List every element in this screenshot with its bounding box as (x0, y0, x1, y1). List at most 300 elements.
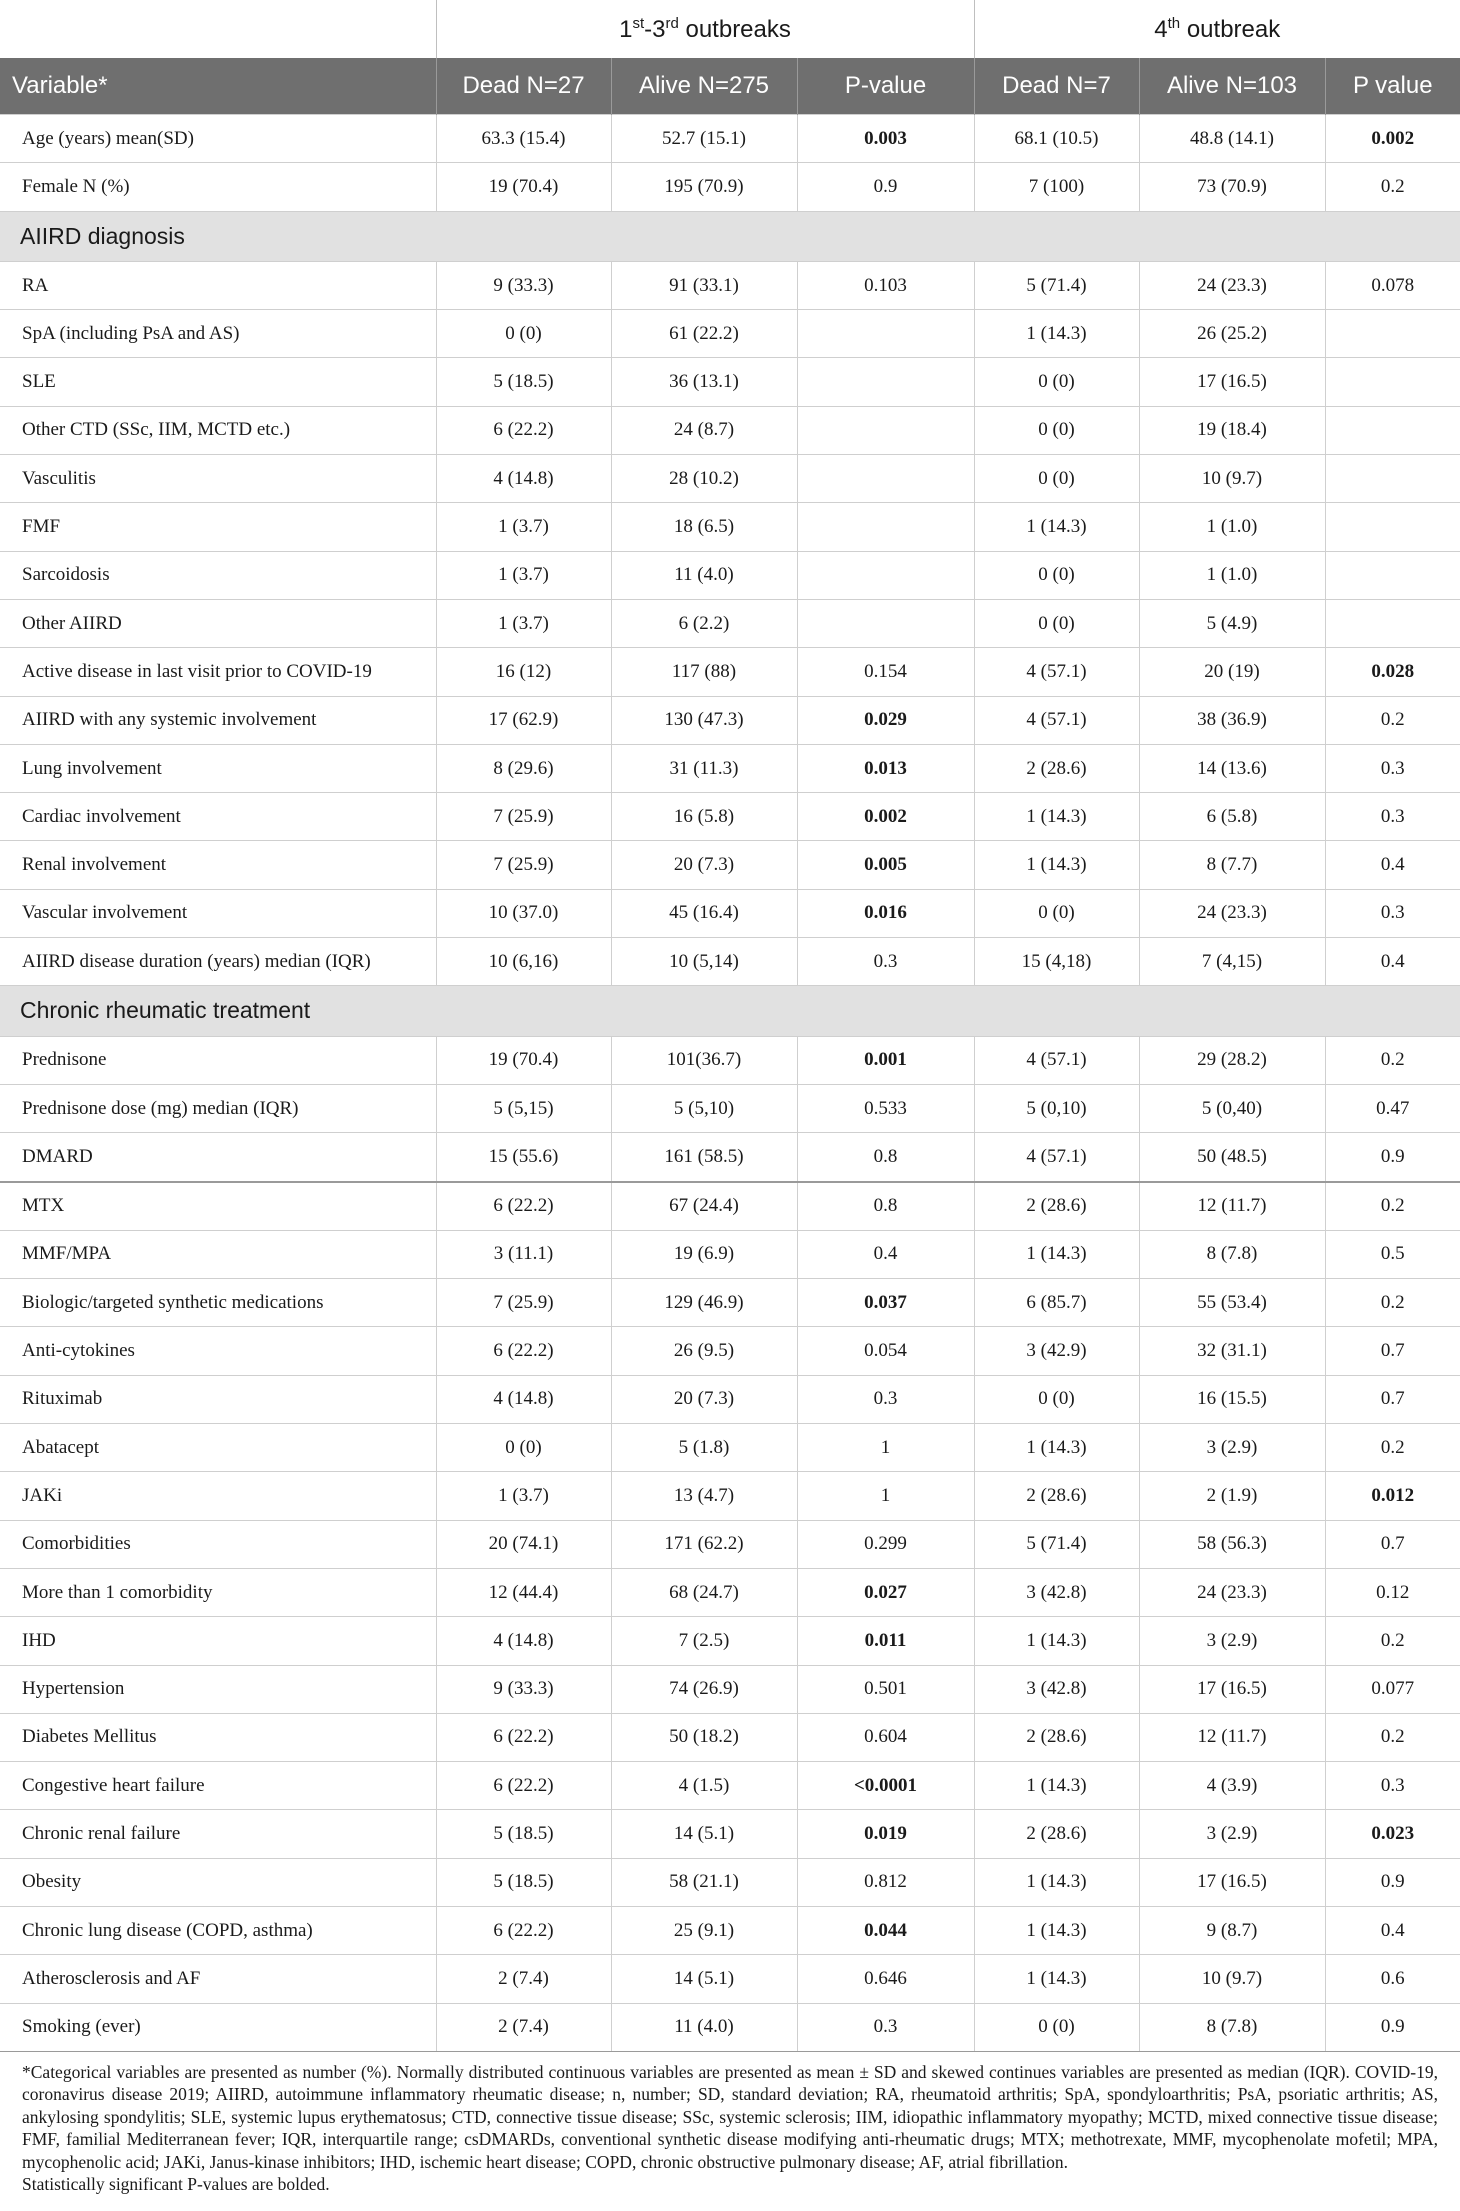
table-row (0, 1520, 1460, 1568)
cell-pvalue-2: 0.002 (1325, 115, 1460, 163)
cell-dead-2: 2 (28.6) (974, 1182, 1139, 1231)
cell-pvalue-1: 1 (797, 1424, 974, 1472)
cell-dead-1: 5 (18.5) (436, 358, 611, 406)
cell-dead-2: 0 (0) (974, 358, 1139, 406)
row-label: IHD (0, 1617, 436, 1665)
cell-pvalue-2: 0.012 (1325, 1472, 1460, 1520)
row-label: Age (years) mean(SD) (0, 115, 436, 163)
cell-alive-2: 3 (2.9) (1139, 1617, 1325, 1665)
cell-pvalue-1: 0.002 (797, 793, 974, 841)
table-row (0, 1084, 1460, 1132)
table-row (0, 1182, 1460, 1231)
cell-dead-2: 0 (0) (974, 551, 1139, 599)
table-row (0, 310, 1460, 358)
row-label: Hypertension (0, 1665, 436, 1713)
cell-dead-1: 17 (62.9) (436, 696, 611, 744)
cell-alive-1: 5 (1.8) (611, 1424, 797, 1472)
cell-pvalue-1 (797, 599, 974, 647)
cell-alive-1: 50 (18.2) (611, 1713, 797, 1761)
cell-pvalue-2 (1325, 406, 1460, 454)
cell-alive-2: 19 (18.4) (1139, 406, 1325, 454)
cell-pvalue-2: 0.47 (1325, 1084, 1460, 1132)
cell-dead-1: 6 (22.2) (436, 406, 611, 454)
cell-pvalue-1: 0.037 (797, 1279, 974, 1327)
cell-alive-1: 4 (1.5) (611, 1762, 797, 1810)
group-header-row (0, 0, 1460, 58)
cell-dead-2: 2 (28.6) (974, 1713, 1139, 1761)
cell-dead-1: 19 (70.4) (436, 1036, 611, 1084)
cell-dead-2: 1 (14.3) (974, 841, 1139, 889)
row-label: Biologic/targeted synthetic medications (0, 1279, 436, 1327)
cell-alive-2: 3 (2.9) (1139, 1424, 1325, 1472)
table-row (0, 1327, 1460, 1375)
row-label: SpA (including PsA and AS) (0, 310, 436, 358)
cell-dead-2: 3 (42.8) (974, 1665, 1139, 1713)
cell-alive-2: 38 (36.9) (1139, 696, 1325, 744)
cell-dead-1: 6 (22.2) (436, 1762, 611, 1810)
rows-treatment (0, 1036, 1460, 1181)
table-row (0, 1036, 1460, 1084)
cell-alive-2: 17 (16.5) (1139, 358, 1325, 406)
section-header-row (0, 211, 1460, 261)
cell-alive-2: 29 (28.2) (1139, 1036, 1325, 1084)
cell-pvalue-1 (797, 310, 974, 358)
row-label: Other CTD (SSc, IIM, MCTD etc.) (0, 406, 436, 454)
cell-pvalue-1: 0.646 (797, 1955, 974, 2003)
cell-dead-1: 5 (5,15) (436, 1084, 611, 1132)
cell-pvalue-1 (797, 358, 974, 406)
cell-alive-1: 11 (4.0) (611, 551, 797, 599)
cell-dead-1: 16 (12) (436, 648, 611, 696)
cell-pvalue-1 (797, 455, 974, 503)
column-header-variable: Variable* (0, 58, 436, 115)
cell-alive-2: 5 (4.9) (1139, 599, 1325, 647)
cell-pvalue-1: 0.029 (797, 696, 974, 744)
cell-dead-1: 9 (33.3) (436, 1665, 611, 1713)
cell-dead-1: 63.3 (15.4) (436, 115, 611, 163)
cell-dead-1: 7 (25.9) (436, 793, 611, 841)
cell-pvalue-1: 0.533 (797, 1084, 974, 1132)
cell-pvalue-2: 0.9 (1325, 1133, 1460, 1182)
cell-alive-1: 6 (2.2) (611, 599, 797, 647)
table-row (0, 599, 1460, 647)
group-header-outbreaks-1-3: 1st-3rd outbreaks (436, 0, 974, 58)
cell-dead-1: 0 (0) (436, 310, 611, 358)
table-row (0, 1906, 1460, 1954)
row-label: Obesity (0, 1858, 436, 1906)
cell-pvalue-1: 1 (797, 1472, 974, 1520)
cell-alive-1: 16 (5.8) (611, 793, 797, 841)
cell-alive-2: 2 (1.9) (1139, 1472, 1325, 1520)
table-row (0, 696, 1460, 744)
cell-alive-1: 25 (9.1) (611, 1906, 797, 1954)
cell-pvalue-2: 0.3 (1325, 793, 1460, 841)
column-header-pvalue-2: P value (1325, 58, 1460, 115)
cell-alive-2: 8 (7.8) (1139, 1230, 1325, 1278)
table-row (0, 793, 1460, 841)
cell-pvalue-2: 0.2 (1325, 1617, 1460, 1665)
table-row (0, 648, 1460, 696)
cell-dead-1: 2 (7.4) (436, 1955, 611, 2003)
column-header-pvalue-1: P-value (797, 58, 974, 115)
cell-alive-1: 129 (46.9) (611, 1279, 797, 1327)
section-treatment (0, 986, 1460, 1036)
cell-pvalue-2: 0.2 (1325, 163, 1460, 211)
cell-dead-2: 3 (42.8) (974, 1568, 1139, 1616)
cell-dead-2: 15 (4,18) (974, 938, 1139, 986)
cell-dead-2: 1 (14.3) (974, 1617, 1139, 1665)
cell-pvalue-2 (1325, 503, 1460, 551)
cell-dead-2: 1 (14.3) (974, 1906, 1139, 1954)
row-label: Other AIIRD (0, 599, 436, 647)
table-row (0, 744, 1460, 792)
row-label: SLE (0, 358, 436, 406)
cell-dead-1: 6 (22.2) (436, 1713, 611, 1761)
cell-alive-1: 52.7 (15.1) (611, 115, 797, 163)
cell-pvalue-1 (797, 551, 974, 599)
cell-alive-2: 8 (7.8) (1139, 2003, 1325, 2051)
row-label: DMARD (0, 1133, 436, 1182)
row-label: Atherosclerosis and AF (0, 1955, 436, 2003)
column-header-alive-2: Alive N=103 (1139, 58, 1325, 115)
cell-dead-2: 4 (57.1) (974, 1036, 1139, 1084)
cell-alive-1: 26 (9.5) (611, 1327, 797, 1375)
table-row (0, 938, 1460, 986)
section-header-row (0, 986, 1460, 1036)
cell-dead-1: 6 (22.2) (436, 1182, 611, 1231)
table-row (0, 1424, 1460, 1472)
cell-pvalue-1: 0.604 (797, 1713, 974, 1761)
section-aiird (0, 211, 1460, 261)
cell-alive-2: 1 (1.0) (1139, 551, 1325, 599)
cell-dead-1: 15 (55.6) (436, 1133, 611, 1182)
table-row (0, 1762, 1460, 1810)
cell-alive-2: 73 (70.9) (1139, 163, 1325, 211)
cell-alive-2: 48.8 (14.1) (1139, 115, 1325, 163)
cell-pvalue-2: 0.028 (1325, 648, 1460, 696)
table-row (0, 1713, 1460, 1761)
cell-dead-2: 5 (0,10) (974, 1084, 1139, 1132)
cell-pvalue-2: 0.12 (1325, 1568, 1460, 1616)
cell-dead-1: 2 (7.4) (436, 2003, 611, 2051)
column-header-dead-2: Dead N=7 (974, 58, 1139, 115)
cell-dead-2: 1 (14.3) (974, 1858, 1139, 1906)
row-label: Sarcoidosis (0, 551, 436, 599)
cell-pvalue-2: 0.2 (1325, 1424, 1460, 1472)
row-label: MMF/MPA (0, 1230, 436, 1278)
cell-alive-1: 13 (4.7) (611, 1472, 797, 1520)
cell-dead-1: 4 (14.8) (436, 1617, 611, 1665)
cell-dead-2: 1 (14.3) (974, 310, 1139, 358)
cell-alive-2: 32 (31.1) (1139, 1327, 1325, 1375)
cell-alive-1: 20 (7.3) (611, 1375, 797, 1423)
group-header-outbreak-4: 4th outbreak (974, 0, 1460, 58)
cell-pvalue-2 (1325, 455, 1460, 503)
cell-dead-1: 1 (3.7) (436, 551, 611, 599)
cell-pvalue-2: 0.2 (1325, 1279, 1460, 1327)
group-header-blank (0, 0, 436, 58)
row-label: AIIRD disease duration (years) median (IQR) (0, 938, 436, 986)
cell-pvalue-1: 0.103 (797, 261, 974, 309)
cell-alive-1: 117 (88) (611, 648, 797, 696)
row-label: Female N (%) (0, 163, 436, 211)
cell-dead-1: 10 (37.0) (436, 889, 611, 937)
cell-dead-2: 1 (14.3) (974, 1424, 1139, 1472)
row-label: RA (0, 261, 436, 309)
cell-alive-1: 28 (10.2) (611, 455, 797, 503)
cell-pvalue-1: 0.019 (797, 1810, 974, 1858)
cell-pvalue-2: 0.9 (1325, 1858, 1460, 1906)
cell-dead-1: 19 (70.4) (436, 163, 611, 211)
cell-pvalue-1: 0.044 (797, 1906, 974, 1954)
column-header-alive-1: Alive N=275 (611, 58, 797, 115)
row-label: Anti-cytokines (0, 1327, 436, 1375)
row-label: Vasculitis (0, 455, 436, 503)
cell-pvalue-1: 0.8 (797, 1182, 974, 1231)
cell-pvalue-2 (1325, 310, 1460, 358)
cell-alive-1: 195 (70.9) (611, 163, 797, 211)
cell-dead-1: 12 (44.4) (436, 1568, 611, 1616)
cell-pvalue-2: 0.7 (1325, 1520, 1460, 1568)
cell-dead-2: 0 (0) (974, 599, 1139, 647)
cell-dead-2: 1 (14.3) (974, 1762, 1139, 1810)
cell-alive-2: 50 (48.5) (1139, 1133, 1325, 1182)
cell-alive-1: 5 (5,10) (611, 1084, 797, 1132)
cell-alive-1: 20 (7.3) (611, 841, 797, 889)
row-label: MTX (0, 1182, 436, 1231)
cell-dead-1: 4 (14.8) (436, 455, 611, 503)
cell-alive-1: 130 (47.3) (611, 696, 797, 744)
cell-alive-2: 24 (23.3) (1139, 889, 1325, 937)
cell-dead-2: 5 (71.4) (974, 261, 1139, 309)
table-row (0, 2003, 1460, 2051)
cell-pvalue-2: 0.023 (1325, 1810, 1460, 1858)
row-label: Abatacept (0, 1424, 436, 1472)
cell-dead-1: 7 (25.9) (436, 841, 611, 889)
row-label: More than 1 comorbidity (0, 1568, 436, 1616)
cell-pvalue-1: 0.8 (797, 1133, 974, 1182)
cell-alive-2: 58 (56.3) (1139, 1520, 1325, 1568)
cell-pvalue-1: 0.003 (797, 115, 974, 163)
cell-dead-2: 6 (85.7) (974, 1279, 1139, 1327)
cell-alive-2: 10 (9.7) (1139, 1955, 1325, 2003)
cell-dead-2: 2 (28.6) (974, 1472, 1139, 1520)
cell-pvalue-1: 0.027 (797, 1568, 974, 1616)
cell-alive-1: 11 (4.0) (611, 2003, 797, 2051)
cell-pvalue-2: 0.4 (1325, 938, 1460, 986)
cell-alive-1: 14 (5.1) (611, 1810, 797, 1858)
row-label: Comorbidities (0, 1520, 436, 1568)
cell-pvalue-1: 0.005 (797, 841, 974, 889)
cell-dead-1: 7 (25.9) (436, 1279, 611, 1327)
cell-dead-2: 0 (0) (974, 455, 1139, 503)
cell-pvalue-2: 0.7 (1325, 1327, 1460, 1375)
cell-alive-1: 171 (62.2) (611, 1520, 797, 1568)
cell-dead-1: 10 (6,16) (436, 938, 611, 986)
cell-alive-2: 26 (25.2) (1139, 310, 1325, 358)
table-row (0, 841, 1460, 889)
cell-alive-1: 31 (11.3) (611, 744, 797, 792)
cell-alive-2: 4 (3.9) (1139, 1762, 1325, 1810)
row-label: Cardiac involvement (0, 793, 436, 841)
cell-alive-2: 24 (23.3) (1139, 1568, 1325, 1616)
table-row (0, 163, 1460, 211)
cell-alive-1: 14 (5.1) (611, 1955, 797, 2003)
cell-alive-2: 12 (11.7) (1139, 1182, 1325, 1231)
footnote-significance: Statistically significant P-values are bolded. (22, 2174, 330, 2195)
cell-pvalue-1: 0.501 (797, 1665, 974, 1713)
table-row (0, 1665, 1460, 1713)
cell-pvalue-2: 0.4 (1325, 1906, 1460, 1954)
table-row (0, 1955, 1460, 2003)
cell-alive-1: 36 (13.1) (611, 358, 797, 406)
cell-pvalue-1: 0.3 (797, 1375, 974, 1423)
table-footnote (0, 2052, 1460, 2196)
cell-pvalue-1: 0.016 (797, 889, 974, 937)
cell-dead-2: 2 (28.6) (974, 744, 1139, 792)
cell-alive-2: 10 (9.7) (1139, 455, 1325, 503)
cell-dead-2: 0 (0) (974, 889, 1139, 937)
cell-pvalue-2: 0.3 (1325, 1762, 1460, 1810)
table-row (0, 1617, 1460, 1665)
cell-alive-2: 17 (16.5) (1139, 1858, 1325, 1906)
cell-dead-1: 1 (3.7) (436, 503, 611, 551)
table-row (0, 1375, 1460, 1423)
table-row (0, 1230, 1460, 1278)
cell-pvalue-1: 0.812 (797, 1858, 974, 1906)
cell-alive-1: 45 (16.4) (611, 889, 797, 937)
cell-alive-1: 61 (22.2) (611, 310, 797, 358)
cell-dead-2: 5 (71.4) (974, 1520, 1139, 1568)
rows-aiird (0, 261, 1460, 985)
cell-alive-1: 18 (6.5) (611, 503, 797, 551)
table-row (0, 889, 1460, 937)
cell-dead-2: 68.1 (10.5) (974, 115, 1139, 163)
rows-medications-comorbidities (0, 1182, 1460, 2052)
cell-alive-2: 17 (16.5) (1139, 1665, 1325, 1713)
cell-dead-1: 5 (18.5) (436, 1810, 611, 1858)
cell-alive-1: 161 (58.5) (611, 1133, 797, 1182)
cell-alive-2: 16 (15.5) (1139, 1375, 1325, 1423)
row-label: Active disease in last visit prior to COVID-19 (0, 648, 436, 696)
cell-alive-2: 3 (2.9) (1139, 1810, 1325, 1858)
section-title-aiird-diagnosis: AIIRD diagnosis (0, 211, 1460, 261)
cell-pvalue-1: 0.299 (797, 1520, 974, 1568)
cell-dead-1: 0 (0) (436, 1424, 611, 1472)
cell-alive-2: 20 (19) (1139, 648, 1325, 696)
cell-dead-1: 9 (33.3) (436, 261, 611, 309)
cell-alive-2: 8 (7.7) (1139, 841, 1325, 889)
cell-pvalue-2: 0.7 (1325, 1375, 1460, 1423)
row-label: AIIRD with any systemic involvement (0, 696, 436, 744)
cell-dead-2: 0 (0) (974, 406, 1139, 454)
cell-dead-2: 4 (57.1) (974, 648, 1139, 696)
row-label: JAKi (0, 1472, 436, 1520)
cell-pvalue-2: 0.077 (1325, 1665, 1460, 1713)
table-row (0, 503, 1460, 551)
cell-pvalue-1: 0.011 (797, 1617, 974, 1665)
cell-alive-1: 91 (33.1) (611, 261, 797, 309)
cell-pvalue-1: 0.013 (797, 744, 974, 792)
table-row (0, 261, 1460, 309)
cell-pvalue-1 (797, 406, 974, 454)
cell-pvalue-1: <0.0001 (797, 1762, 974, 1810)
table-row (0, 1810, 1460, 1858)
cell-dead-2: 2 (28.6) (974, 1810, 1139, 1858)
table-row (0, 115, 1460, 163)
cell-dead-1: 6 (22.2) (436, 1906, 611, 1954)
cell-dead-2: 1 (14.3) (974, 1230, 1139, 1278)
cell-alive-2: 9 (8.7) (1139, 1906, 1325, 1954)
row-label: Lung involvement (0, 744, 436, 792)
cell-dead-1: 5 (18.5) (436, 1858, 611, 1906)
cell-dead-1: 20 (74.1) (436, 1520, 611, 1568)
cell-pvalue-2 (1325, 551, 1460, 599)
cell-pvalue-2: 0.6 (1325, 1955, 1460, 2003)
row-label: Vascular involvement (0, 889, 436, 937)
cell-dead-2: 0 (0) (974, 2003, 1139, 2051)
cell-alive-2: 1 (1.0) (1139, 503, 1325, 551)
cell-alive-1: 67 (24.4) (611, 1182, 797, 1231)
cell-pvalue-1: 0.054 (797, 1327, 974, 1375)
column-header-dead-1: Dead N=27 (436, 58, 611, 115)
row-label: FMF (0, 503, 436, 551)
cell-pvalue-2: 0.2 (1325, 1182, 1460, 1231)
cell-alive-1: 7 (2.5) (611, 1617, 797, 1665)
cell-alive-1: 10 (5,14) (611, 938, 797, 986)
cell-dead-2: 1 (14.3) (974, 1955, 1139, 2003)
cell-pvalue-2 (1325, 358, 1460, 406)
cell-alive-2: 14 (13.6) (1139, 744, 1325, 792)
row-label: Rituximab (0, 1375, 436, 1423)
table-row (0, 358, 1460, 406)
cell-dead-2: 0 (0) (974, 1375, 1139, 1423)
row-label: Congestive heart failure (0, 1762, 436, 1810)
cell-dead-1: 4 (14.8) (436, 1375, 611, 1423)
cell-pvalue-1: 0.154 (797, 648, 974, 696)
footnote-abbreviations: *Categorical variables are presented as number (%). Normally distributed continuous variables are presented as mean ± SD and skewed continues variables are presented as median (IQR). COVID-19, coronavirus disease 2019; AIIRD, autoimmune inflammatory rheumatic disease; n, number; SD, standard deviation; RA, rheumatoid arthritis; SpA, spondyloarthritis; PsA, psoriatic arthritis; AS, ankylosing spondylitis; SLE, systemic lupus erythematosus; CTD, connective tissue disease; SSc, systemic sclerosis; IIM, idiopathic inflammatory myopathy; MCTD, mixed connective tissue disease; FMF, familial Mediterranean fever; IQR, interquartile range; csDMARDs, conventional synthetic disease modifying anti-rheumatic drugs; MTX; methotrexate, MMF, mycophenolate mofetil; MPA, mycophenolic acid; JAKi, Janus-kinase inhibitors; IHD, ischemic heart disease; COPD, chronic obstructive pulmonary disease; AF, atrial fibrillation. (22, 2061, 1438, 2172)
cell-alive-1: 58 (21.1) (611, 1858, 797, 1906)
table-row (0, 1858, 1460, 1906)
cell-alive-1: 68 (24.7) (611, 1568, 797, 1616)
row-label: Diabetes Mellitus (0, 1713, 436, 1761)
cell-dead-1: 8 (29.6) (436, 744, 611, 792)
table-row (0, 1568, 1460, 1616)
cell-alive-2: 12 (11.7) (1139, 1713, 1325, 1761)
cell-dead-2: 4 (57.1) (974, 696, 1139, 744)
cell-pvalue-2: 0.2 (1325, 1036, 1460, 1084)
cell-pvalue-1 (797, 503, 974, 551)
row-label: Smoking (ever) (0, 2003, 436, 2051)
cell-dead-1: 3 (11.1) (436, 1230, 611, 1278)
rows-demographics (0, 115, 1460, 212)
cell-pvalue-2: 0.5 (1325, 1230, 1460, 1278)
cell-alive-2: 55 (53.4) (1139, 1279, 1325, 1327)
row-label: Chronic lung disease (COPD, asthma) (0, 1906, 436, 1954)
cell-alive-1: 19 (6.9) (611, 1230, 797, 1278)
row-label: Renal involvement (0, 841, 436, 889)
cell-pvalue-2: 0.4 (1325, 841, 1460, 889)
cell-pvalue-2: 0.9 (1325, 2003, 1460, 2051)
cell-pvalue-2: 0.3 (1325, 889, 1460, 937)
cell-alive-1: 74 (26.9) (611, 1665, 797, 1713)
cell-pvalue-2 (1325, 599, 1460, 647)
table-row (0, 551, 1460, 599)
cell-alive-2: 6 (5.8) (1139, 793, 1325, 841)
cell-dead-1: 1 (3.7) (436, 599, 611, 647)
cell-dead-2: 4 (57.1) (974, 1133, 1139, 1182)
table-row (0, 406, 1460, 454)
